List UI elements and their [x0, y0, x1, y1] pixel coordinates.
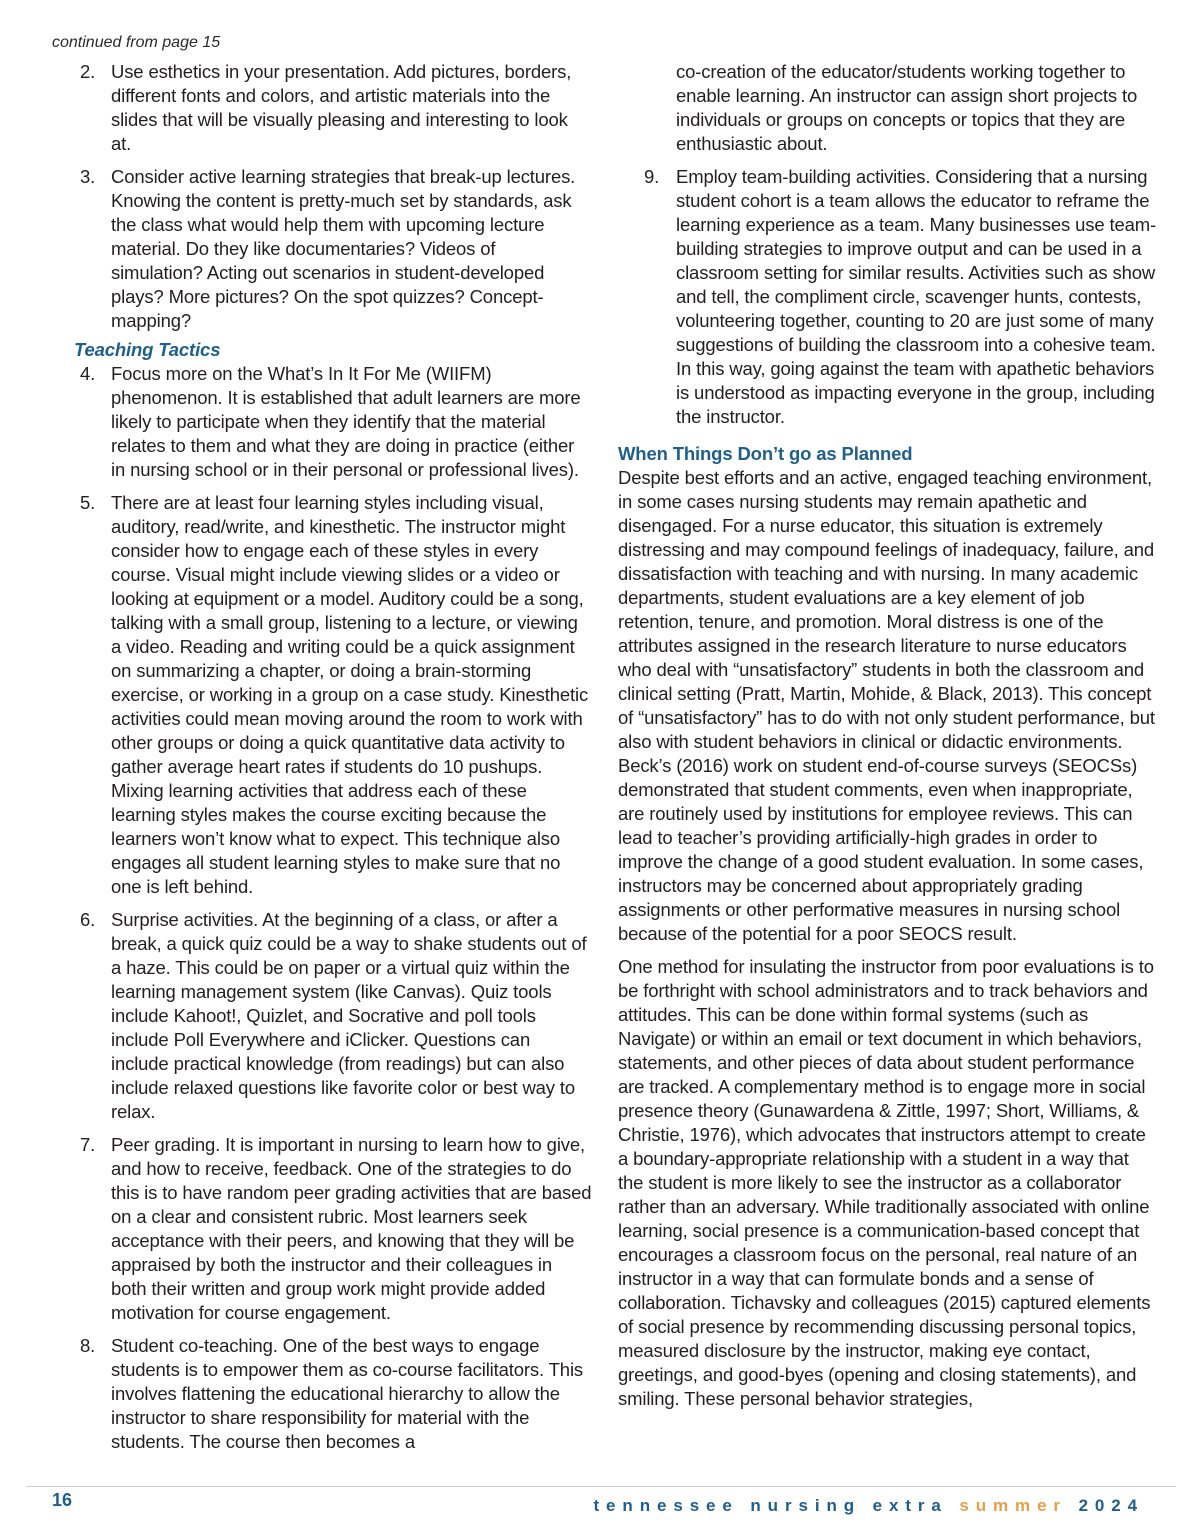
publication-year: 2024 [1078, 1496, 1144, 1515]
left-column [72, 60, 592, 1463]
list-item-text: Consider active learning strategies that break-up lectures. Knowing the content is pretty-much set by standards, ask the class what would help them with upcoming lecture material. Do they like documentaries? Videos of simulation? Acting out scenarios in student-developed plays? More pictures? On the spot quizzes? Concept-mapping? [111, 166, 576, 331]
body-paragraph: Despite best efforts and an active, engaged teaching environment, in some cases nursing students may remain apathetic and disengaged. For a nurse educator, this situation is extremely distressing and may compound feelings of inadequacy, failure, and dissatisfaction with teaching and with nursing. In many academic departments, student evaluations are a key element of job retention, tenure, and promotion. Moral distress is one of the attributes assigned in the research literature to nurse educators who deal with “unsatisfactory” students in both the classroom and clinical setting (Pratt, Martin, Mohide, & Black, 2013). This concept of “unsatisfactory” has to do with not only student performance, but also with student behaviors in clinical or didactic environments. Beck’s (2016) work on student end-of-course surveys (SEOCSs) demonstrated that student comments, even when inappropriate, are routinely used by institutions for employee reviews. This can lead to teacher’s providing artificially-high grades in order to improve the change of a good student evaluation. In some cases, instructors may be concerned about appropriately grading assignments or other performative measures in nursing school because of the potential for a poor SEOCS result. [618, 467, 1155, 944]
list-item [72, 1334, 592, 1454]
list-item [72, 491, 592, 899]
teaching-tactics-heading: Teaching Tactics [74, 339, 221, 360]
list-item-number: 7. [80, 1134, 96, 1155]
list-item [72, 362, 592, 482]
section-heading: When Things Don’t go as Planned [618, 443, 913, 464]
list-item-number: 6. [80, 909, 96, 930]
page-number: 16 [52, 1490, 73, 1510]
list-item [72, 165, 592, 333]
list-item-number: 4. [80, 363, 96, 384]
list-item-text: Use esthetics in your presentation. Add pictures, borders, different fonts and colors, and artistic materials into the slides that will be visually pleasing and interesting to look at. [111, 61, 572, 154]
list-item-text: Employ team-building activities. Considering that a nursing student cohort is a team allows the educator to reframe the learning experience as a team. Many businesses use team-building strategies to improve output and can be used in a classroom setting for similar results. Activities such as show and tell, the compliment circle, scavenger hunts, contests, volunteering together, counting to 20 are just some of many suggestions of building the classroom into a cohesive team. In this way, going against the team with apathetic behaviors is understood as impacting everyone in the group, including the instructor. [676, 166, 1157, 427]
list-item-number: 3. [80, 166, 96, 187]
tips-list-part-2 [72, 362, 592, 1454]
list-item-text: Surprise activities. At the beginning of a class, or after a break, a quick quiz could be a way to shake students out of a haze. This could be on paper or a virtual quiz within the learning management system (like Canvas). Quiz tools include Kahoot!, Quizlet, and Socrative and poll tools include Poll Everywhere and iClicker. Questions can include practical knowledge (from readings) but can also include relaxed questions like favorite color or best way to relax. [111, 909, 587, 1122]
publication-name: tennessee nursing extra [593, 1496, 948, 1515]
list-item [72, 60, 592, 156]
list-item [72, 908, 592, 1124]
list-item-text: There are at least four learning styles including visual, auditory, read/write, and kinesthetic. The instructor might consider how to engage each of these styles in every course. Visual might include viewing slides or a video or looking at equipment or a model. Auditory could be a song, talking with a small group, listening to a lecture, or viewing a video. Reading and writing could be a quick assignment on summarizing a chapter, or doing a brain-storming exercise, or working in a group on a case study. Kinesthetic activities could mean moving around the room to work with other groups or doing a quick quantitative data activity to gather average heart rates if students do 10 pushups. Mixing learning activities that address each of these learning styles makes the course exciting because the learners won’t know what to expect. This technique also engages all student learning styles to make sure that no one is left behind. [111, 492, 589, 897]
right-column [618, 60, 1158, 1420]
tips-list-part-1 [72, 60, 592, 333]
list-item [618, 165, 1158, 429]
list-item-number: 5. [80, 492, 96, 513]
publication-season: summer [959, 1496, 1067, 1515]
list-item-continuation: co-creation of the educator/students working together to enable learning. An instructor can assign short projects to individuals or groups on concepts or topics that they are enthusiastic about. [676, 61, 1138, 154]
continued-from-note: continued from page 15 [52, 34, 221, 51]
list-item-number: 8. [80, 1335, 96, 1356]
publication-footer [594, 1496, 1145, 1516]
tips-list-part-3 [618, 165, 1158, 429]
list-item-text: Student co-teaching. One of the best ways to engage students is to empower them as co-course facilitators. This involves flattening the educational hierarchy to allow the instructor to share responsibility for material with the students. The course then becomes a [111, 1335, 584, 1452]
list-item [72, 1133, 592, 1325]
list-item-number: 9. [644, 166, 660, 187]
list-item-text: Focus more on the What’s In It For Me (WIIFM) phenomenon. It is established that adult learners are more likely to participate when they identify that the material relates to them and what they are doing in practice (either in nursing school or in their personal or professional lives). [111, 363, 581, 480]
list-item-number: 2. [80, 61, 96, 82]
list-item-text: Peer grading. It is important in nursing to learn how to give, and how to receive, feedback. One of the strategies to do this is to have random peer grading activities that are based on a clear and consistent rubric. Most learners seek acceptance with their peers, and knowing that they will be appraised by both the instructor and their colleagues in both their written and group work might provide added motivation for course engagement. [111, 1134, 592, 1323]
footer-divider [26, 1486, 1176, 1487]
body-paragraph: One method for insulating the instructor from poor evaluations is to be forthright with school administrators and to track behaviors and attitudes. This can be done within formal systems (such as Navigate) or within an email or text document in which behaviors, statements, and other pieces of data about student performance are tracked. A complementary method is to engage more in social presence theory (Gunawardena & Zittle, 1997; Short, Williams, & Christie, 1976), which advocates that instructors attempt to create a boundary-appropriate relationship with a student in a way that the student is more likely to see the instructor as a collaborator rather than an adversary. While traditionally associated with online learning, social presence is a communication-based concept that encourages a classroom focus on the personal, real nature of an instructor in a way that can formulate bonds and a sense of collaboration. Tichavsky and colleagues (2015) captured elements of social presence by recommending discussing personal topics, measured disclosure by the instructor, making eye contact, greetings, and good-byes (opening and closing statements), and smiling. These personal behavior strategies, [618, 956, 1154, 1409]
